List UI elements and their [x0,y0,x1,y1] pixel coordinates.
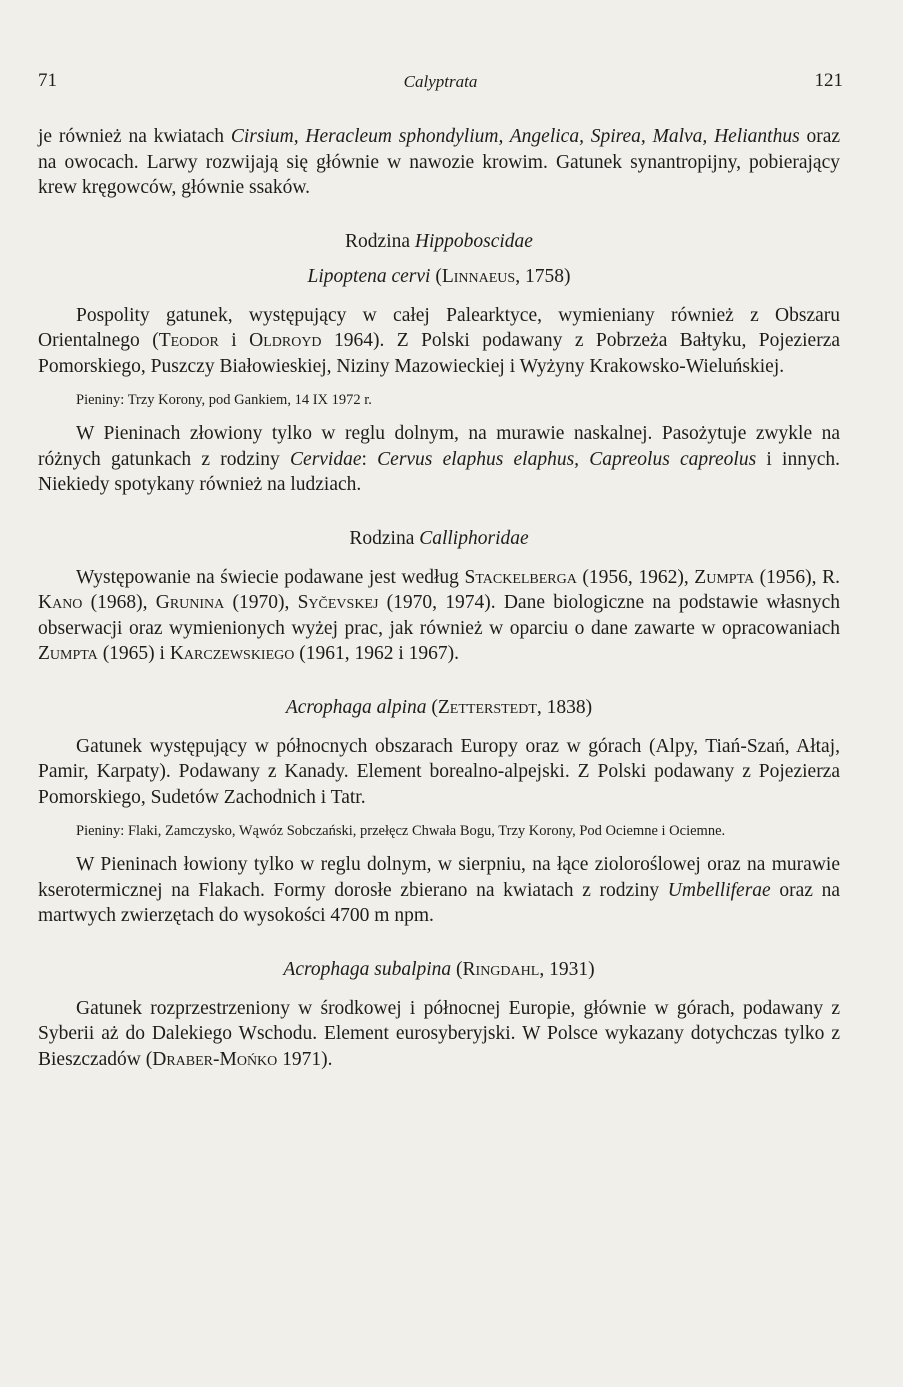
family-sources-paragraph: Występowanie na świecie podawane jest według Stackelberga (1956, 1962), Zumpta (1956), R. Kano (1968), Gruninа (1970), Syčevskej (1970, 1974). Dane biologiczne na podstawie własnych obserwacji oraz wymienionych wyżej prac, jak również w oparciu o dane zawarte w opracowaniach Zumpta (1965) i Karczewskiego (1961, 1962 i 1967). [38,566,840,664]
locality-record: Pieniny: Flaki, Zamczysko, Wąwóz Sobczański, przełęcz Chwała Bogu, Trzy Korony, Pod Ociemne i Ociemne. [76,823,726,839]
running-title: Calyptrata [403,72,478,91]
species-ecology-paragraph: W Pieninach łowiony tylko w reglu dolnym, w sierpniu, na łące zioloroślowej oraz na murawie kserotermicznej na Flakach. Formy dorosłe zbierano na kwiatach z rodziny Umbelliferae oraz na martwych zwierzętach do wysokości 4700 m npm. [38,854,840,926]
section-number: 71 [38,70,57,91]
species-heading-lipoptena-cervi: Lipoptena cervi (Linnaeus, 1758) [307,265,571,287]
family-heading-hippoboscidae: Rodzina Hippoboscidae [345,230,533,252]
species-heading-acrophaga-subalpina: Acrophaga subalpina (Ringdahl, 1931) [283,958,595,980]
page-number: 121 [814,70,843,91]
species-distribution-paragraph: Pospolity gatunek, występujący w całej Palearktyce, wymieniany również z Obszaru Orientalnego (Teodor i Oldroyd 1964). Z Polski podawany z Pobrzeża Bałtyku, Pojezierza Pomorskiego, Puszczy Białowieskiej, Niziny Mazowieckiej i Wyżyny Krakowsko-Wieluńskiej. [38,304,841,377]
page-header [38,70,843,100]
intro-paragraph: je również na kwiatach Cirsium, Heracleum sphondylium, Angelica, Spirea, Malva, Helianthus oraz na owocach. Larwy rozwijają się głównie w nawozie krowim. Gatunek synantropijny, pobierający krew kręgowców, głównie ssaków. [38,126,841,198]
family-heading-calliphoridae: Rodzina Calliphoridae [349,527,529,549]
species-ecology-paragraph: W Pieninach złowiony tylko w reglu dolnym, na murawie naskalnej. Pasożytuje zwykle na różnych gatunkach z rodziny Cervidae: Cervus elaphus elaphus, Capreolus capreolus i innych. Niekiedy spotykany również na ludziach. [38,423,840,495]
page-body [38,124,840,1072]
species-distribution-paragraph: Gatunek rozprzestrzeniony w środkowej i północnej Europie, głównie w górach, podawany z Syberii aż do Dalekiego Wschodu. Element eurosyberyjski. W Polsce wykazany dotychczas tylko z Bieszczadów (Draber-Mońko 1971). [38,997,840,1070]
species-heading-acrophaga-alpina: Acrophaga alpina (Zetterstedt, 1838) [285,696,593,718]
species-distribution-paragraph: Gatunek występujący w północnych obszarach Europy oraz w górach (Alpy, Tiań-Szań, Ałtaj, Pamir, Karpaty). Podawany z Kanady. Element borealno-alpejski. Z Polski podawany z Pojezierza Pomorskiego, Sudetów Zachodnich i Tatr. [38,735,840,808]
locality-record: Pieniny: Trzy Korony, pod Gankiem, 14 IX 1972 r. [76,392,372,408]
